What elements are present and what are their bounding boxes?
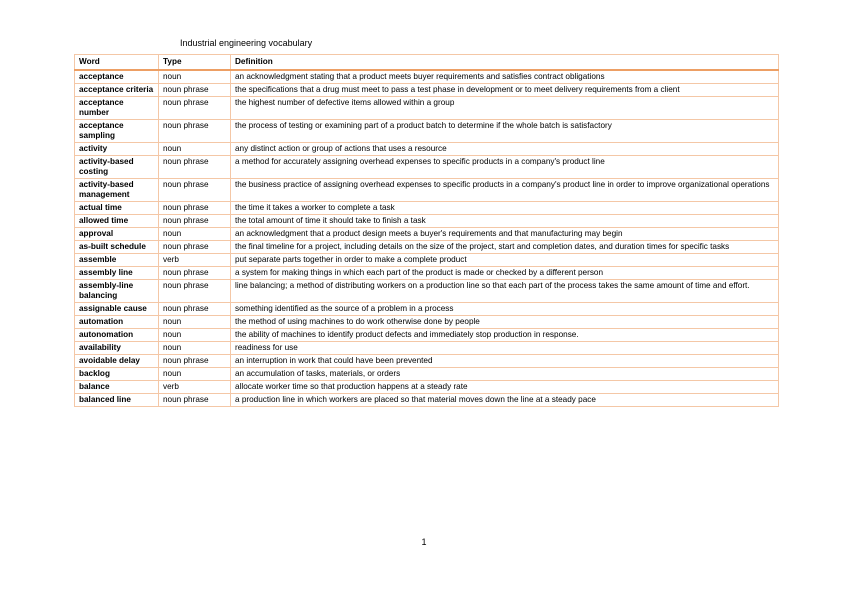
table-row [75,120,779,143]
definition-cell: a system for making things in which each part of the product is made or checked by a different person [231,267,779,280]
table-row [75,280,779,303]
table-row [75,316,779,329]
table-row [75,241,779,254]
word-cell: assembly-line balancing [75,280,159,303]
type-cell: noun phrase [159,215,231,228]
table-row [75,215,779,228]
type-cell: noun phrase [159,355,231,368]
type-cell: noun [159,368,231,381]
definition-cell: the ability of machines to identify product defects and immediately stop production in response. [231,329,779,342]
definition-cell: allocate worker time so that production happens at a steady rate [231,381,779,394]
word-cell: acceptance sampling [75,120,159,143]
definition-cell: readiness for use [231,342,779,355]
definition-cell: an accumulation of tasks, materials, or orders [231,368,779,381]
table-row [75,97,779,120]
definition-cell: a method for accurately assigning overhead expenses to specific products in a company's product line [231,156,779,179]
word-cell: acceptance criteria [75,84,159,97]
header-word: Word [75,55,159,71]
definition-cell: the time it takes a worker to complete a task [231,202,779,215]
word-cell: avoidable delay [75,355,159,368]
type-cell: noun phrase [159,84,231,97]
type-cell: noun [159,228,231,241]
word-cell: as-built schedule [75,241,159,254]
definition-cell: any distinct action or group of actions that uses a resource [231,143,779,156]
table-row [75,381,779,394]
table-row [75,355,779,368]
word-cell: activity-based costing [75,156,159,179]
table-row [75,342,779,355]
definition-cell: put separate parts together in order to make a complete product [231,254,779,267]
type-cell: noun [159,342,231,355]
type-cell: verb [159,254,231,267]
type-cell: noun phrase [159,156,231,179]
word-cell: activity-based management [75,179,159,202]
table-row [75,228,779,241]
table-row [75,84,779,97]
word-cell: activity [75,143,159,156]
type-cell: noun phrase [159,303,231,316]
word-cell: actual time [75,202,159,215]
definition-cell: line balancing; a method of distributing workers on a production line so that each part of the process takes the same amount of time and effort. [231,280,779,303]
table-row [75,267,779,280]
table-row [75,329,779,342]
word-cell: balanced line [75,394,159,407]
type-cell: noun phrase [159,202,231,215]
definition-cell: an acknowledgment that a product design meets a buyer's requirements and that manufacturing may begin [231,228,779,241]
table-row [75,70,779,84]
word-cell: automation [75,316,159,329]
type-cell: noun [159,143,231,156]
header-type: Type [159,55,231,71]
word-cell: assembly line [75,267,159,280]
document-title: Industrial engineering vocabulary [180,38,313,48]
table-row [75,143,779,156]
definition-cell: the method of using machines to do work otherwise done by people [231,316,779,329]
table-row [75,156,779,179]
word-cell: allowed time [75,215,159,228]
definition-cell: the process of testing or examining part of a product batch to determine if the whole batch is satisfactory [231,120,779,143]
definition-cell: an interruption in work that could have been prevented [231,355,779,368]
table-row [75,202,779,215]
type-cell: noun phrase [159,241,231,254]
definition-cell: an acknowledgment stating that a product meets buyer requirements and satisfies contract obligations [231,70,779,84]
word-cell: acceptance number [75,97,159,120]
table-row [75,394,779,407]
type-cell: noun phrase [159,120,231,143]
word-cell: acceptance [75,70,159,84]
word-cell: autonomation [75,329,159,342]
word-cell: approval [75,228,159,241]
table-row [75,254,779,267]
definition-cell: the business practice of assigning overhead expenses to specific products in a company's product line in order to improve organizational operations [231,179,779,202]
type-cell: noun [159,70,231,84]
header-definition: Definition [231,55,779,71]
page-number: 1 [421,537,427,547]
type-cell: noun [159,329,231,342]
word-cell: assemble [75,254,159,267]
type-cell: noun [159,316,231,329]
definition-cell: the highest number of defective items allowed within a group [231,97,779,120]
word-cell: backlog [75,368,159,381]
definition-cell: the specifications that a drug must meet to pass a test phase in development or to meet delivery requirements from a client [231,84,779,97]
vocabulary-table [74,54,779,407]
word-cell: balance [75,381,159,394]
definition-cell: the total amount of time it should take to finish a task [231,215,779,228]
type-cell: noun phrase [159,179,231,202]
table-row [75,179,779,202]
definition-cell: something identified as the source of a problem in a process [231,303,779,316]
definition-cell: a production line in which workers are placed so that material moves down the line at a steady pace [231,394,779,407]
type-cell: verb [159,381,231,394]
type-cell: noun phrase [159,394,231,407]
table-row [75,303,779,316]
word-cell: availability [75,342,159,355]
table-row [75,368,779,381]
type-cell: noun phrase [159,267,231,280]
definition-cell: the final timeline for a project, including details on the size of the project, start and completion dates, and duration times for specific tasks [231,241,779,254]
type-cell: noun phrase [159,97,231,120]
type-cell: noun phrase [159,280,231,303]
word-cell: assignable cause [75,303,159,316]
table-header-row [75,55,779,71]
